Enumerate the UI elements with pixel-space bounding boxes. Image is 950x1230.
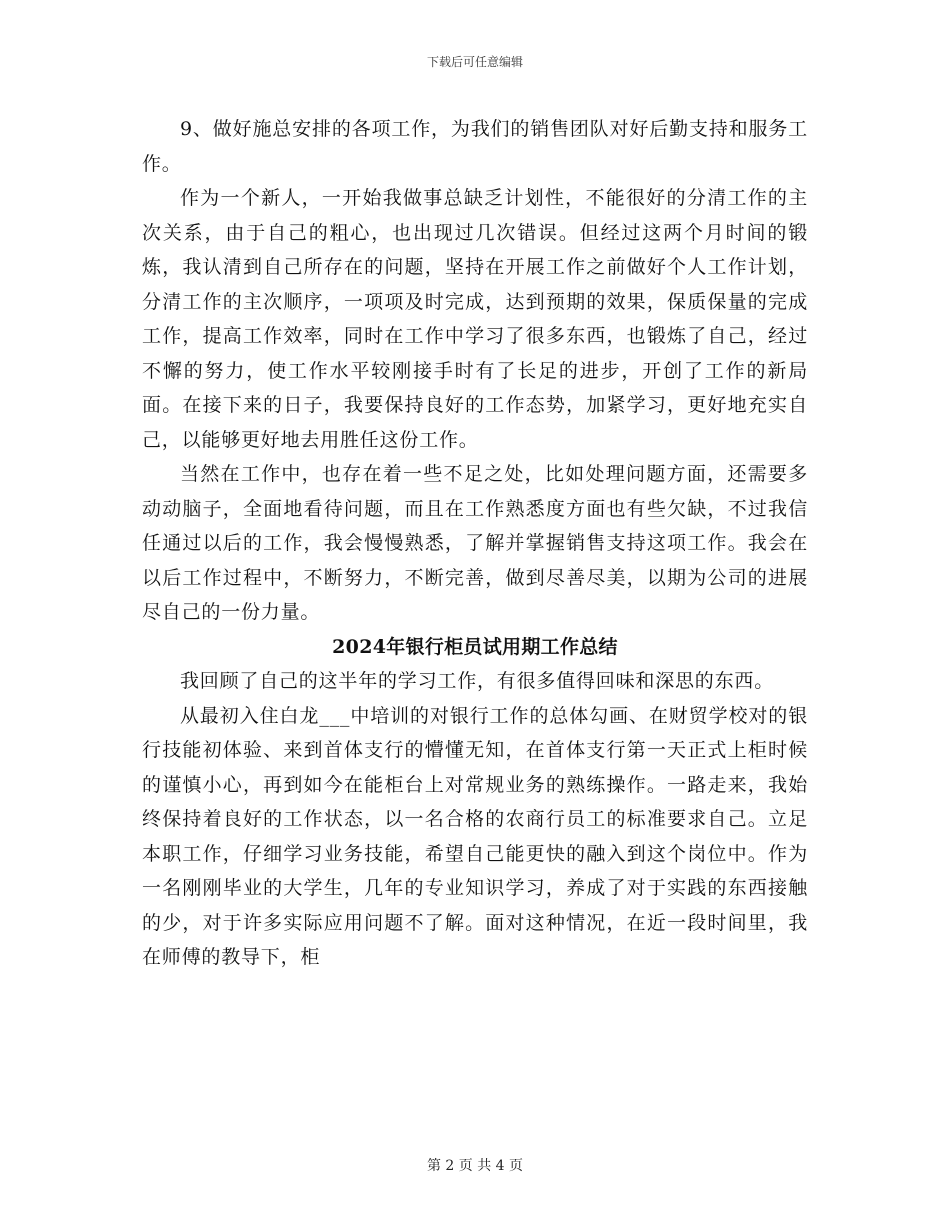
paragraph: 当然在工作中，也存在着一些不足之处，比如处理问题方面，还需要多动动脑子，全面地看待问题，而且在工作熟悉度方面也有些欠缺，不过我信任通过以后的工作，我会慢慢熟悉，了解并掌握销售支持这项工作。我会在以后工作过程中，不断努力，不断完善，做到尽善尽美，以期为公司的进展尽自己的一份力量。 <box>142 463 808 623</box>
paragraph: 从最初入住白龙___中培训的对银行工作的总体勾画、在财贸学校对的银行技能初体验、来到首体支行的懵懂无知，在首体支行第一天正式上柜时候的谨慎小心，再到如今在能柜台上对常规业务的熟练操作。一路走来，我始终保持着良好的工作状态，以一名合格的农商行员工的标准要求自己。立足本职工作，仔细学习业务技能，希望自己能更快的融入到这个岗位中。作为一名刚刚毕业的大学生，几年的专业知识学习，养成了对于实践的东西接触的少，对于许多实际应用问题不了解。面对这种情况，在近一段时间里，我在师傅的教导下，柜 <box>142 704 808 968</box>
section-title: 2024年银行柜员试用期工作总结 <box>332 635 618 658</box>
page-header: 下载后可任意编辑 <box>426 55 523 69</box>
paragraph: 我回顾了自己的这半年的学习工作，有很多值得回味和深思的东西。 <box>180 670 775 692</box>
paragraph: 9、做好施总安排的各项工作，为我们的销售团队对好后勤支持和服务工作。 <box>142 118 808 175</box>
document-body <box>142 112 808 975</box>
paragraph: 作为一个新人，一开始我做事总缺乏计划性，不能很好的分清工作的主次关系，由于自己的粗心，也出现过几次错误。但经过这两个月时间的锻炼，我认清到自己所存在的问题，坚持在开展工作之前做好个人工作计划，分清工作的主次顺序，一项项及时完成，达到预期的效果，保质保量的完成工作，提高工作效率，同时在工作中学习了很多东西，也锻炼了自己，经过不懈的努力，使工作水平较刚接手时有了长足的进步，开创了工作的新局面。在接下来的日子，我要保持良好的工作态势，加紧学习，更好地充实自己，以能够更好地去用胜任这份工作。 <box>142 187 808 451</box>
page-footer: 第 2 页 共 4 页 <box>426 1158 524 1174</box>
